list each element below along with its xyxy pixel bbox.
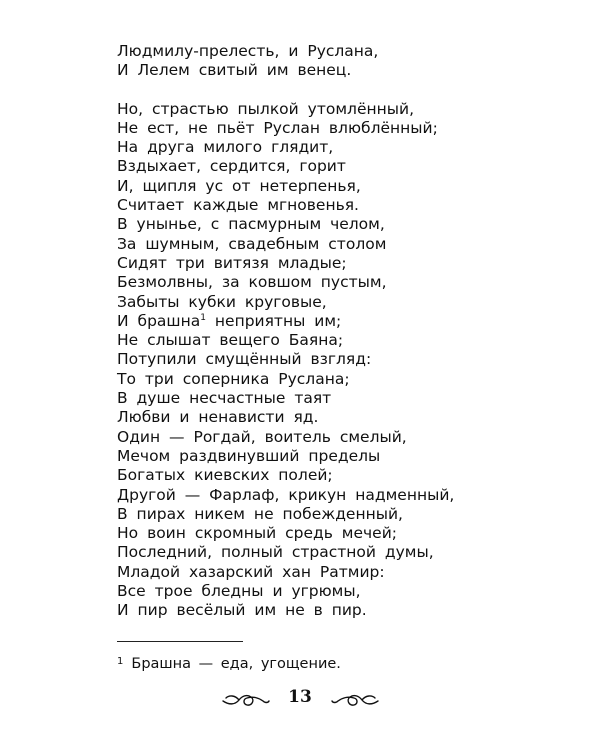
poem-line: И, щипля ус от нетерпенья, xyxy=(117,176,361,195)
poem-line: То три соперника Руслана; xyxy=(117,369,350,388)
poem-line: Но воин скромный средь мечей; xyxy=(117,524,397,543)
page-number: 13 xyxy=(288,687,312,707)
page-footer xyxy=(0,680,600,720)
poem-line: Не ест, не пьёт Руслан влюблённый; xyxy=(117,118,438,137)
right-flourish-icon xyxy=(330,688,380,712)
poem-line: За шумным, свадебным столом xyxy=(117,234,387,253)
poem-line: И Лелем свитый им венец. xyxy=(117,61,352,80)
poem-line: Вздыхает, сердится, горит xyxy=(117,157,346,176)
footnote-divider xyxy=(117,641,243,642)
footnote-reference[interactable]: 1 xyxy=(200,312,206,323)
poem-line: Другой — Фарлаф, крикун надменный, xyxy=(117,485,455,504)
poem-line: Любви и ненависти яд. xyxy=(117,408,319,427)
poem-line: Не слышат вещего Баяна; xyxy=(117,331,344,350)
poem-line: В унынье, с пасмурным челом, xyxy=(117,215,385,234)
poem-text xyxy=(117,42,557,621)
poem-line: Людмилу-прелесть, и Руслана, xyxy=(117,42,379,60)
stanza xyxy=(117,100,557,621)
poem-line: Сидят три витязя младые; xyxy=(117,253,347,272)
poem-line: Потупили смущённый взгляд: xyxy=(117,350,372,369)
poem-line: И пир весёлый им не в пир. xyxy=(117,601,367,620)
stanza xyxy=(117,42,557,81)
poem-line: В душе несчастные таят xyxy=(117,389,332,408)
poem-line-with-footnote xyxy=(117,312,557,331)
poem-line: Безмолвны, за ковшом пустым, xyxy=(117,273,387,292)
poem-line: На друга милого глядит, xyxy=(117,138,334,157)
poem-line: Один — Рогдай, воитель смелый, xyxy=(117,427,407,446)
poem-line-head: И брашна xyxy=(117,311,201,330)
poem-line: Считает каждые мгновенья. xyxy=(117,196,359,215)
poem-line: Мечом раздвинувший пределы xyxy=(117,446,381,465)
poem-line: Забыты кубки круговые, xyxy=(117,292,327,311)
left-flourish-icon xyxy=(221,688,271,712)
poem-line: Богатых киевских полей; xyxy=(117,466,333,485)
poem-line: Последний, полный страстной думы, xyxy=(117,543,434,562)
poem-line-tail: неприятны им; xyxy=(205,311,342,330)
poem-line: В пирах никем не побежденный, xyxy=(117,504,403,523)
footnote-number: 1 xyxy=(117,656,124,667)
poem-line: Младой хазарский хан Ратмир: xyxy=(117,562,385,581)
footnote-text: Брашна — еда, угощение. xyxy=(131,656,341,672)
poem-line: Все трое бледны и угрюмы, xyxy=(117,582,361,601)
footnote xyxy=(117,655,341,673)
poem-line: Но, страстью пылкой утомлённый, xyxy=(117,99,414,118)
